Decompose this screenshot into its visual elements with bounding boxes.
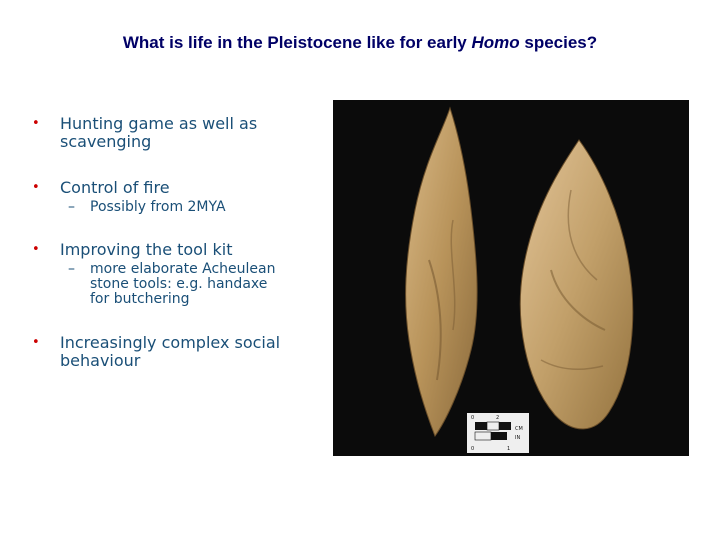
title-start: What is life in the Pleistocene like for early — [122, 33, 472, 52]
bullet-item — [32, 115, 332, 151]
bullet-item — [32, 334, 332, 370]
sub-bullet-text: Possibly from 2MYA — [90, 199, 226, 215]
scale-two: 2 — [496, 415, 500, 421]
slide-title — [0, 33, 720, 53]
bullet-item — [32, 241, 332, 259]
sub-bullet-item — [60, 262, 290, 307]
scale-zero-top: 0 — [471, 415, 475, 421]
handaxe-photo — [333, 100, 689, 456]
bullet-text: Improving the tool kit — [60, 240, 233, 259]
right-handaxe — [520, 140, 632, 429]
bullet-text: Control of fire — [60, 178, 170, 197]
scale-bar — [467, 413, 529, 453]
dash-icon: – — [68, 199, 75, 215]
bullet-text: Hunting game as well as scavenging — [60, 114, 258, 151]
bullet-item — [32, 179, 332, 197]
scale-cm: CM — [515, 426, 523, 432]
handaxe-illustration — [333, 100, 689, 456]
title-end: species? — [519, 33, 598, 52]
bullet-dot-icon: • — [32, 180, 40, 195]
bullet-dot-icon: • — [32, 116, 40, 131]
bullet-text: Increasingly complex social behaviour — [60, 333, 281, 370]
dash-icon: – — [68, 261, 75, 277]
scale-one: 1 — [507, 446, 511, 452]
sub-bullet-text: more elaborate Acheulean stone tools: e.g. handaxe for butchering — [90, 261, 276, 307]
title-genus: Homo — [471, 33, 520, 52]
bullet-list — [32, 115, 332, 370]
bullet-dot-icon: • — [32, 335, 40, 350]
scale-zero-bottom: 0 — [471, 446, 475, 452]
bullet-dot-icon: • — [32, 242, 40, 257]
scale-in: IN — [515, 435, 521, 441]
sub-bullet-item — [60, 200, 332, 215]
left-handaxe — [406, 108, 477, 436]
